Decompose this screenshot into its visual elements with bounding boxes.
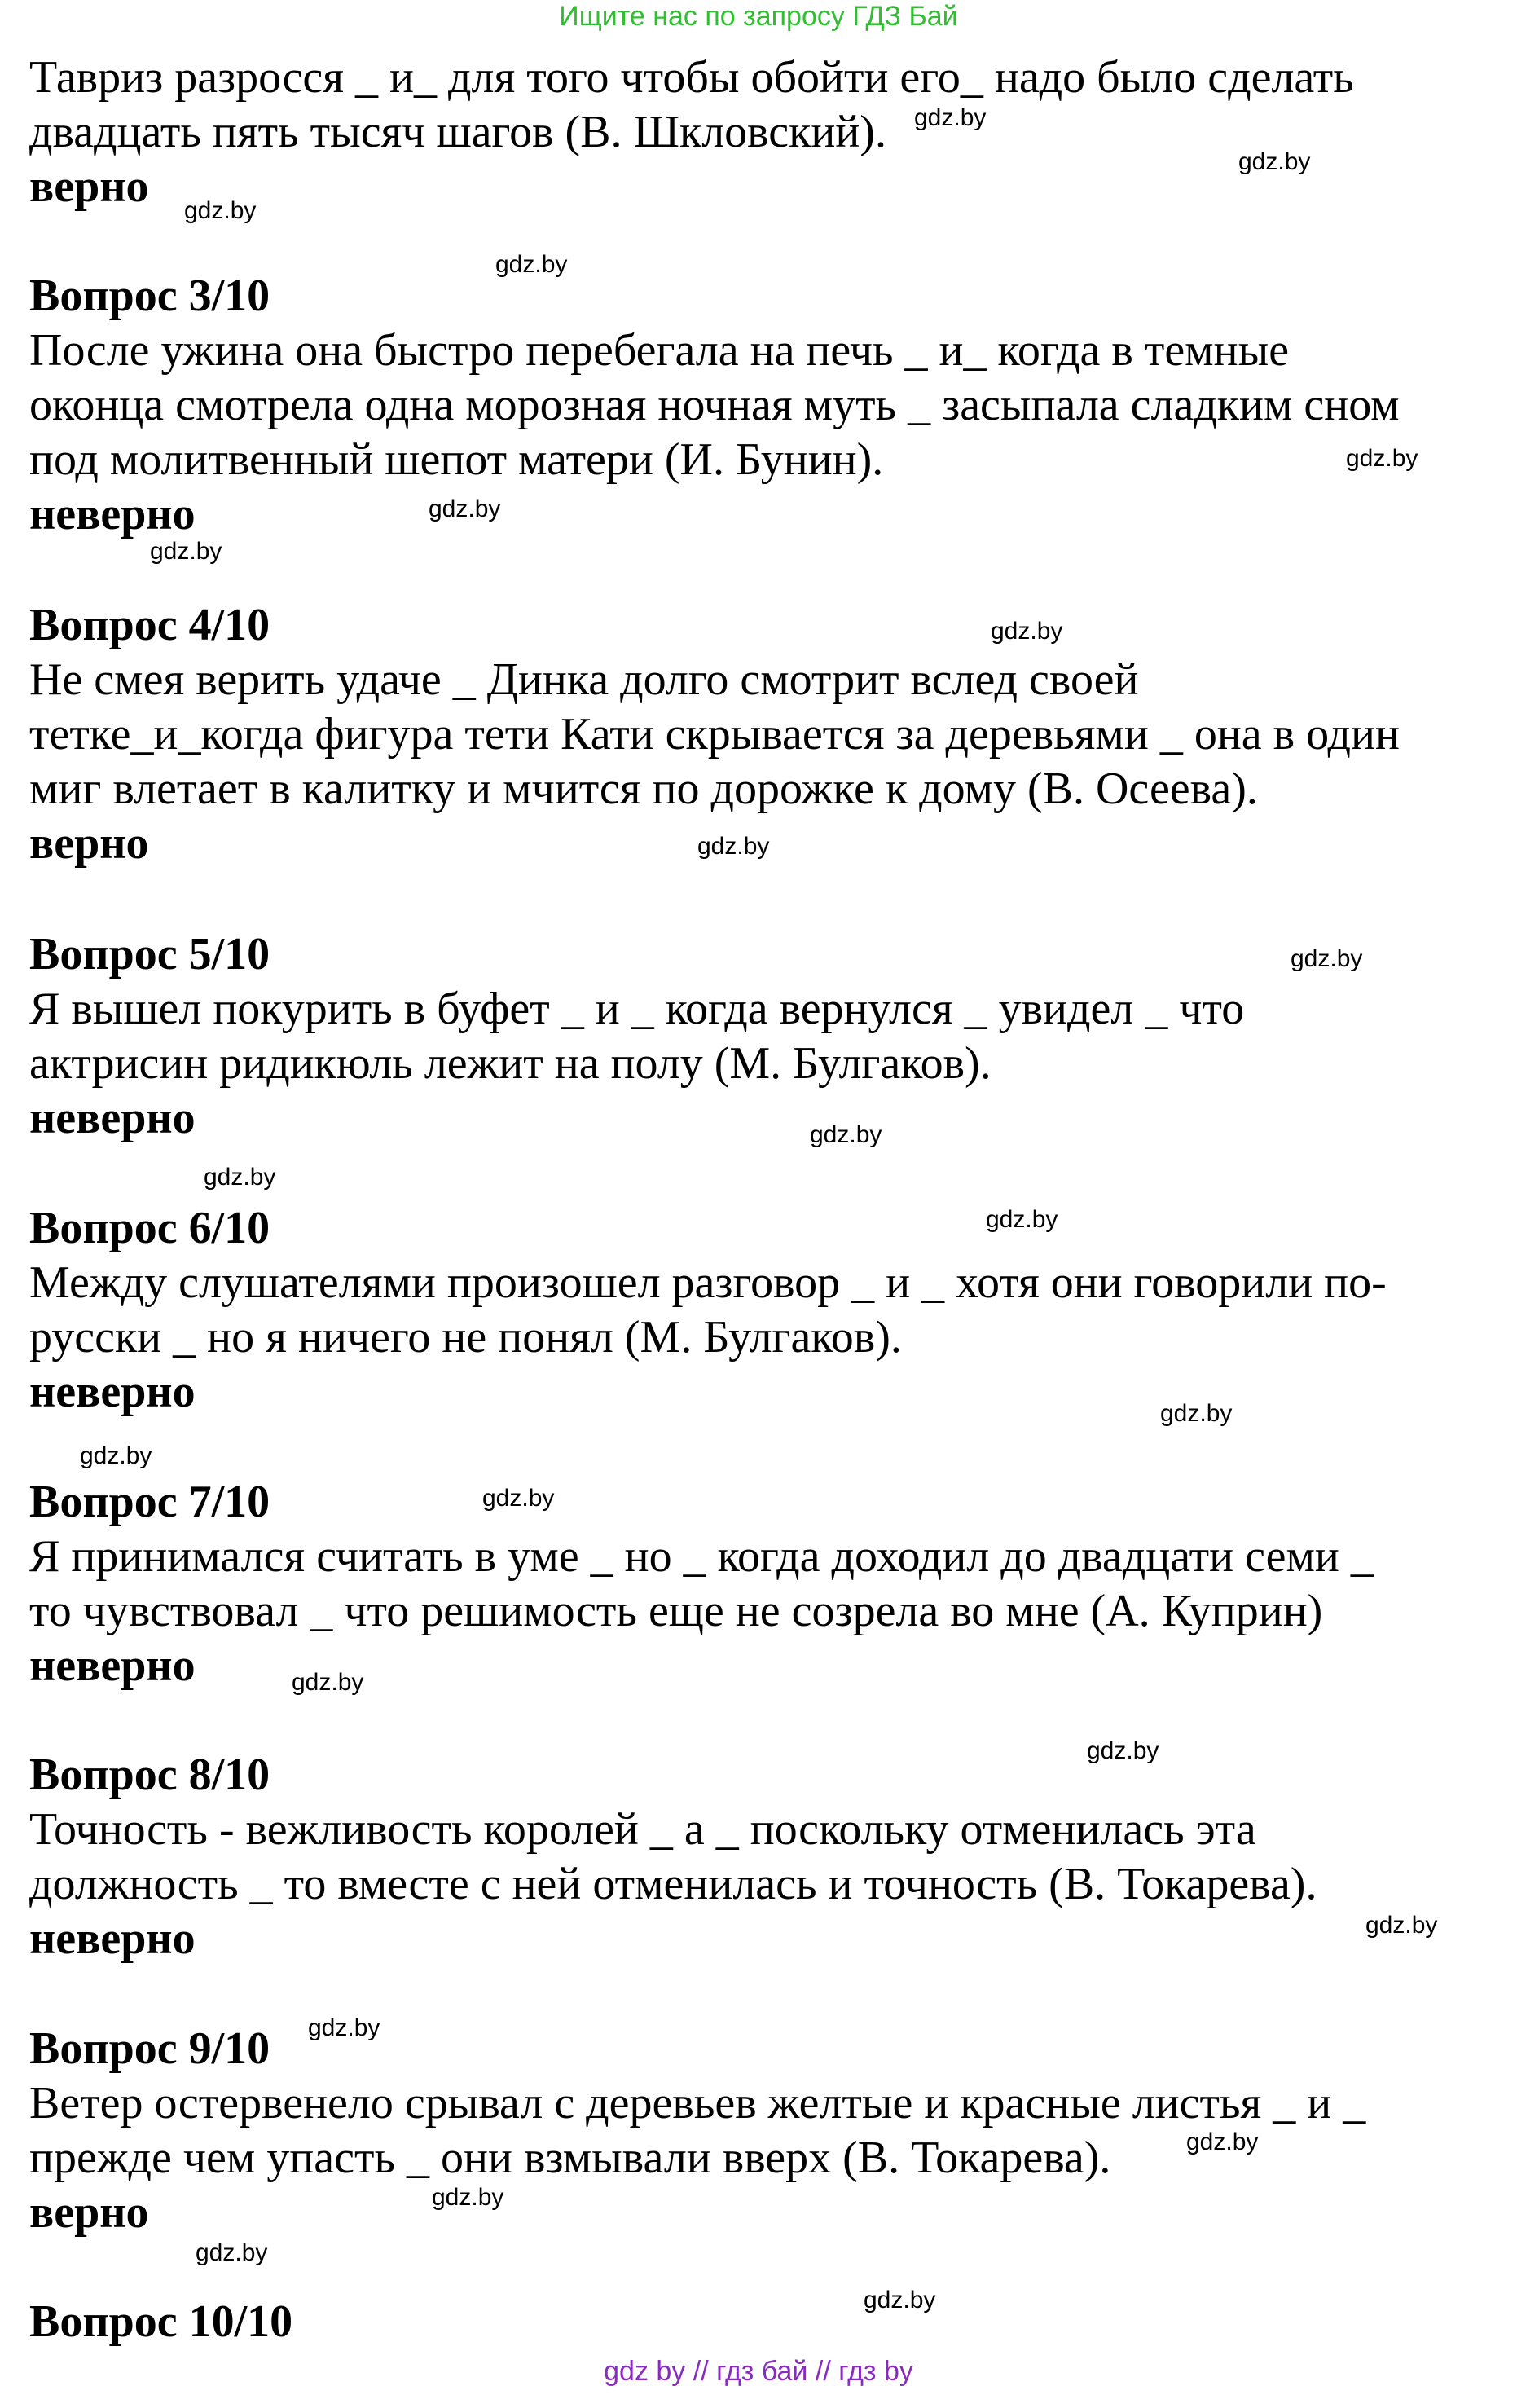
watermark: gdz.by bbox=[150, 538, 222, 565]
watermark: gdz.by bbox=[308, 2014, 380, 2041]
question-7 bbox=[29, 1475, 1496, 1693]
watermark: gdz.by bbox=[204, 1164, 276, 1191]
question-5-title: Вопрос 5/10 bbox=[29, 929, 270, 979]
watermark: gdz.by bbox=[1186, 2128, 1259, 2155]
question-8 bbox=[29, 1748, 1496, 1966]
question-8-title: Вопрос 8/10 bbox=[29, 1750, 270, 1800]
watermark: gdz.by bbox=[991, 618, 1063, 645]
question-3-text: После ужина она быстро перебегала на печь _ и_ когда в темные оконца смотрела одна морозная ночная муть _ засыпала сладким сном под молитвенный шепот матери (И. Бунин). bbox=[29, 325, 1400, 485]
watermark: gdz.by bbox=[1346, 445, 1418, 472]
intro-block bbox=[29, 51, 1496, 214]
question-8-verdict: неверно bbox=[29, 1913, 196, 1964]
watermark: gdz.by bbox=[184, 197, 257, 224]
question-4 bbox=[29, 598, 1496, 871]
question-7-title: Вопрос 7/10 bbox=[29, 1477, 270, 1527]
question-7-verdict: неверно bbox=[29, 1640, 196, 1691]
watermark: gdz.by bbox=[1365, 1912, 1438, 1939]
question-9-verdict: верно bbox=[29, 2187, 149, 2238]
intro-verdict: верно bbox=[29, 161, 149, 212]
question-6 bbox=[29, 1201, 1496, 1420]
watermark: gdz.by bbox=[495, 251, 568, 278]
watermark: gdz.by bbox=[1291, 945, 1363, 972]
question-5 bbox=[29, 927, 1496, 1146]
question-3-verdict: неверно bbox=[29, 489, 196, 539]
watermark: gdz.by bbox=[1238, 148, 1311, 175]
watermark: gdz.by bbox=[697, 833, 770, 860]
watermark: gdz.by bbox=[810, 1121, 882, 1148]
watermark: gdz.by bbox=[482, 1485, 555, 1512]
question-4-text: Не смея верить удаче _ Динка долго смотрит вслед своей тетке_и_когда фигура тети Кати скрывается за деревьями _ она в один миг влетает в калитку и мчится по дорожке к дому (В. Осеева). bbox=[29, 654, 1400, 814]
header-search-link[interactable]: Ищите нас по запросу ГДЗ Бай bbox=[559, 1, 958, 32]
question-9 bbox=[29, 2022, 1496, 2240]
question-9-text: Ветер остервенело срывал с деревьев желтые и красные листья _ и _ прежде чем упасть _ они взмывали вверх (В. Токарева). bbox=[29, 2078, 1366, 2183]
question-4-verdict: верно bbox=[29, 818, 149, 869]
question-7-text: Я принимался считать в уме _ но _ когда доходил до двадцати семи _ то чувствовал _ что решимость еще не созрела во мне (А. Куприн) bbox=[29, 1531, 1374, 1636]
question-9-title: Вопрос 9/10 bbox=[29, 2023, 270, 2074]
question-6-title: Вопрос 6/10 bbox=[29, 1203, 270, 1253]
watermark: gdz.by bbox=[292, 1669, 364, 1696]
watermark: gdz.by bbox=[1087, 1737, 1159, 1764]
question-6-text: Между слушателями произошел разговор _ и _ хотя они говорили по- русски _ но я ничего не понял (М. Булгаков). bbox=[29, 1257, 1387, 1362]
watermark: gdz.by bbox=[429, 495, 501, 522]
question-6-verdict: неверно bbox=[29, 1367, 196, 1417]
watermark: gdz.by bbox=[432, 2184, 504, 2211]
watermark: gdz.by bbox=[986, 1206, 1058, 1233]
question-10-title: Вопрос 10/10 bbox=[29, 2296, 293, 2347]
intro-text: Тавриз разросся _ и_ для того чтобы обойти его_ надо было сделать двадцать пять тысяч шагов (В. Шкловский). bbox=[29, 52, 1354, 157]
watermark: gdz.by bbox=[914, 104, 987, 131]
question-4-title: Вопрос 4/10 bbox=[29, 600, 270, 650]
question-5-text: Я вышел покурить в буфет _ и _ когда вернулся _ увидел _ что актрисин ридикюль лежит на полу (М. Булгаков). bbox=[29, 984, 1245, 1089]
question-8-text: Точность - вежливость королей _ а _ поскольку отменилась эта должность _ то вместе с ней отменилась и точность (В. Токарева). bbox=[29, 1804, 1317, 1909]
watermark: gdz.by bbox=[196, 2239, 268, 2266]
watermark: gdz.by bbox=[80, 1442, 152, 1469]
watermark: gdz.by bbox=[1160, 1400, 1233, 1427]
footer-links[interactable]: gdz by // гдз бай // гдз by bbox=[604, 2356, 913, 2387]
question-3 bbox=[29, 269, 1496, 542]
question-5-verdict: неверно bbox=[29, 1093, 196, 1143]
question-3-title: Вопрос 3/10 bbox=[29, 271, 270, 321]
watermark: gdz.by bbox=[864, 2287, 936, 2313]
question-10 bbox=[29, 2295, 1496, 2349]
